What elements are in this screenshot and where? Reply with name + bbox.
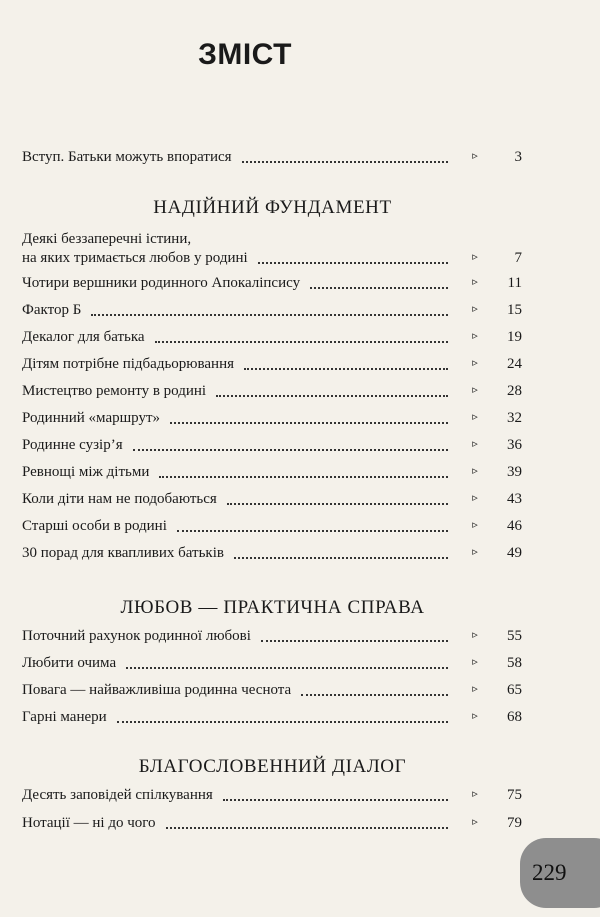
toc-page-number: 58 [507, 655, 522, 671]
toc-entry [22, 352, 522, 374]
toc-entry-text-line1: Деякі беззаперечні істини, [22, 231, 192, 247]
toc-page-number: 46 [507, 518, 522, 534]
triangle-icon: ▹ [472, 384, 478, 396]
toc-entry-text: Чотири вершники родинного Апокаліпсису [22, 275, 301, 291]
page-number-tab: 229 [520, 838, 600, 908]
toc-page-number: 15 [507, 302, 522, 318]
dot-leader [223, 799, 448, 801]
toc-page-number: 11 [507, 275, 522, 291]
toc-page-number: 55 [507, 628, 522, 644]
toc-entry-text: Десять заповідей спілкування [22, 787, 213, 803]
toc-entry [22, 705, 522, 727]
toc-page-number: 39 [507, 464, 522, 480]
triangle-icon: ▹ [472, 150, 478, 162]
toc-entry-text: Родинний «маршрут» [22, 410, 161, 426]
triangle-icon: ▹ [472, 710, 478, 722]
toc-entry-text: Мистецтво ремонту в родині [22, 383, 207, 399]
toc-entry [22, 651, 522, 673]
toc-page-number: 28 [507, 383, 522, 399]
dot-leader [216, 395, 448, 397]
triangle-icon: ▹ [472, 357, 478, 369]
section-title-dialogue: БЛАГОСЛОВЕННИЙ ДІАЛОГ [138, 756, 407, 777]
dot-leader [258, 262, 448, 264]
toc-entry [22, 433, 522, 455]
toc-entry-text: Гарні манери [22, 709, 107, 725]
toc-page-number: 24 [507, 356, 522, 372]
toc-entry-text: Коли діти нам не подобаються [22, 491, 217, 507]
toc-entry-text: Дітям потрібне підбадьорювання [22, 356, 234, 372]
toc-page-number: 79 [507, 815, 522, 831]
dot-leader [261, 640, 448, 642]
toc-page-number: 65 [507, 682, 522, 698]
dot-leader [91, 314, 448, 316]
toc-entry [22, 811, 522, 833]
triangle-icon: ▹ [472, 251, 478, 263]
triangle-icon: ▹ [472, 330, 478, 342]
section-title-love: ЛЮБОВ — ПРАКТИЧНА СПРАВА [120, 597, 425, 618]
toc-entry-text: Повага — найважливіша родинна чеснота [22, 682, 292, 698]
toc-entry-text: Фактор Б [22, 302, 82, 318]
section-title-foundation: НАДІЙНИЙ ФУНДАМЕНТ [153, 197, 392, 218]
toc-entry [22, 325, 522, 347]
triangle-icon: ▹ [472, 656, 478, 668]
dot-leader [159, 476, 448, 478]
toc-entry [22, 379, 522, 401]
toc-entry-intro [22, 145, 522, 167]
triangle-icon: ▹ [472, 816, 478, 828]
dot-leader [244, 368, 448, 370]
toc-entry-text: Поточний рахунок родинної любові [22, 628, 251, 644]
toc-entry [22, 541, 522, 563]
triangle-icon: ▹ [472, 683, 478, 695]
triangle-icon: ▹ [472, 303, 478, 315]
triangle-icon: ▹ [472, 411, 478, 423]
toc-entry-text: Ревнощі між дітьми [22, 464, 150, 480]
dot-leader [133, 449, 448, 451]
toc-page-number: 3 [514, 149, 522, 165]
toc-entry [22, 678, 522, 700]
toc-entry-text: Декалог для батька [22, 329, 145, 345]
toc-entry-text-line2: на яких тримається любов у родині [22, 250, 248, 266]
toc-page-number: 68 [507, 709, 522, 725]
toc-entry [22, 460, 522, 482]
dot-leader [234, 557, 448, 559]
toc-entry-text: Родинне сузір’я [22, 437, 123, 453]
dot-leader [310, 287, 448, 289]
dot-leader [170, 422, 448, 424]
triangle-icon: ▹ [472, 629, 478, 641]
dot-leader [242, 161, 448, 163]
dot-leader [177, 530, 448, 532]
toc-page-number: 49 [507, 545, 522, 561]
triangle-icon: ▹ [472, 465, 478, 477]
toc-entry-text: Нотації — ні до чого [22, 815, 156, 831]
dot-leader [155, 341, 448, 343]
dot-leader [166, 827, 448, 829]
triangle-icon: ▹ [472, 546, 478, 558]
toc-page-number: 19 [507, 329, 522, 345]
triangle-icon: ▹ [472, 788, 478, 800]
toc-entry [22, 783, 522, 805]
dot-leader [227, 503, 448, 505]
page-title: ЗМІСТ [198, 38, 292, 71]
toc-page-number: 36 [507, 437, 522, 453]
toc-entry [22, 487, 522, 509]
dot-leader [117, 721, 448, 723]
triangle-icon: ▹ [472, 438, 478, 450]
toc-page-number: 32 [507, 410, 522, 426]
toc-page-number: 43 [507, 491, 522, 507]
triangle-icon: ▹ [472, 276, 478, 288]
toc-entry [22, 226, 522, 268]
toc-entry [22, 406, 522, 428]
triangle-icon: ▹ [472, 492, 478, 504]
toc-page-number: 7 [514, 250, 522, 266]
toc-entry-text: Вступ. Батьки можуть впоратися [22, 149, 232, 165]
toc-entry-text: Старші особи в родині [22, 518, 167, 534]
triangle-icon: ▹ [472, 519, 478, 531]
dot-leader [301, 694, 448, 696]
toc-entry [22, 271, 522, 293]
toc-entry-text: Любити очима [22, 655, 117, 671]
dot-leader [126, 667, 448, 669]
toc-page-number: 75 [507, 787, 522, 803]
toc-entry [22, 624, 522, 646]
toc-entry [22, 514, 522, 536]
toc-entry [22, 298, 522, 320]
toc-entry-text: 30 порад для квапливих батьків [22, 545, 224, 561]
